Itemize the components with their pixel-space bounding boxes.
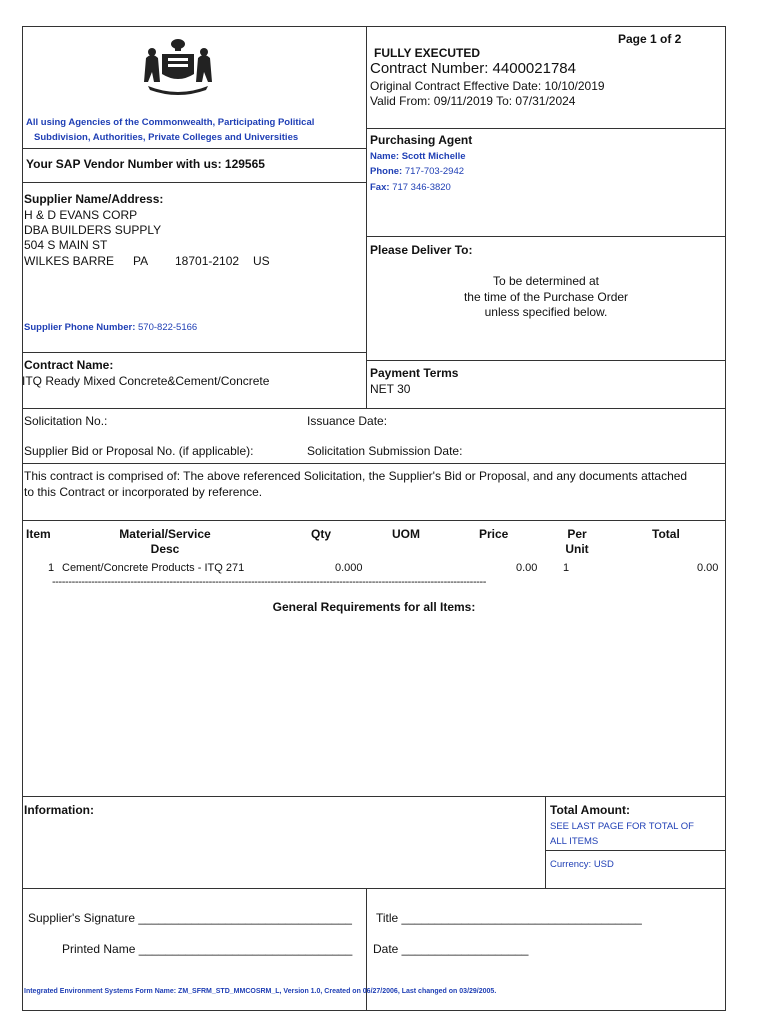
agent-name: Scott Michelle [401,151,466,162]
supplier-phone-label: Supplier Phone Number: [24,322,136,333]
supplier-city: WILKES BARRE [24,254,115,268]
row-item-desc: Cement/Concrete Products - ITQ 271 [62,562,245,574]
vendor-number: Your SAP Vendor Number with us: 129565 [26,157,265,171]
col-per-header: Per [567,527,587,541]
supplier-country: US [253,254,270,268]
col-uom-header: UOM [392,527,420,541]
col-unit-header: Unit [565,542,589,556]
rule [366,128,726,129]
agencies-line-1: All using Agencies of the Commonwealth, Participating Political [26,117,315,128]
row-item-number: 1 [48,562,55,574]
printed-name-field[interactable]: Printed Name ________________________________ [62,942,353,956]
rule [22,888,726,889]
total-note-1: SEE LAST PAGE FOR TOTAL OF [550,821,694,832]
supplier-signature-field[interactable]: Supplier's Signature ________________________________ [28,911,352,925]
comprised-line-2: to this Contract or incorporated by reference. [24,485,263,499]
contract-number: Contract Number: 4400021784 [370,60,576,77]
rule [22,408,726,409]
effective-date: Original Contract Effective Date: 10/10/2019 [370,79,605,93]
comprised-line-1: This contract is comprised of: The above referenced Solicitation, the Supplier's Bid or Proposal, and any documents attached [24,469,688,483]
col-qty-header: Qty [311,527,332,541]
total-divider [545,796,546,888]
rule [366,236,726,237]
bid-proposal-label: Supplier Bid or Proposal No. (if applicable): [24,444,254,458]
deliver-line-1: To be determined at [492,274,600,288]
agent-phone-label: Phone: [370,166,403,177]
agent-fax: 717 346-3820 [392,182,451,193]
information-label: Information: [24,803,94,817]
agent-name-label: Name: [370,151,400,162]
contract-name-value: ITQ Ready Mixed Concrete&Cement/Concrete [22,374,270,388]
total-note-2: ALL ITEMS [550,836,599,847]
col-total-header: Total [652,527,680,541]
supplier-heading: Supplier Name/Address: [24,192,164,206]
col-material-header: Material/Service [119,527,211,541]
valid-dates: Valid From: 09/11/2019 To: 07/31/2024 [370,94,576,108]
date-field[interactable]: Date ___________________ [373,942,529,956]
issuance-date-label: Issuance Date: [307,414,388,428]
contract-name-heading: Contract Name: [24,358,114,372]
supplier-zip: 18701-2102 [175,254,240,268]
deliver-heading: Please Deliver To: [370,243,473,257]
supplier-state: PA [133,254,149,268]
row-item-per: 1 [563,562,570,574]
purchasing-agent-heading: Purchasing Agent [370,133,473,147]
rule [22,520,726,521]
deliver-line-3: unless specified below. [484,305,608,319]
item-divider: ------------------------------------------------------------------------------------------------------------------------------------- [52,576,486,588]
supplier-street: 504 S MAIN ST [24,238,108,252]
general-requirements: General Requirements for all Items: [272,600,476,614]
submission-date-label: Solicitation Submission Date: [307,444,463,458]
solicitation-no-label: Solicitation No.: [24,414,108,428]
row-item-qty: 0.000 [335,562,363,574]
rule [366,360,726,361]
supplier-dba: DBA BUILDERS SUPPLY [24,223,162,237]
col-item-header: Item [26,527,51,541]
agencies-line-2: Subdivision, Authorities, Private Colleges and Universities [34,132,299,143]
page-indicator: Page 1 of 2 [618,32,682,46]
top-column-divider [366,26,367,408]
agent-fax-label: Fax: [370,182,390,193]
rule [22,182,366,183]
rule [545,850,726,851]
rule [22,148,366,149]
supplier-name: H & D EVANS CORP [24,208,138,222]
col-desc-header: Desc [150,542,180,556]
col-price-header: Price [479,527,509,541]
deliver-line-2: the time of the Purchase Order [463,290,629,304]
row-item-total: 0.00 [697,562,719,574]
agent-phone: 717-703-2942 [404,166,465,177]
supplier-phone: 570-822-5166 [138,322,198,333]
payment-value: NET 30 [370,382,411,396]
payment-heading: Payment Terms [370,366,459,380]
status-label: FULLY EXECUTED [374,46,481,60]
rule [22,463,726,464]
pennsylvania-seal-icon [140,36,216,96]
currency: Currency: USD [550,859,614,870]
rule [22,352,366,353]
total-amount-heading: Total Amount: [550,803,630,817]
title-field[interactable]: Title ____________________________________ [376,911,642,925]
form-footer: Integrated Environment Systems Form Name: ZM_SFRM_STD_MMCOSRM_L, Version 1.0, Created on 06/27/2006, Last changed on 03/29/2005. [24,988,497,995]
row-item-price: 0.00 [516,562,538,574]
rule [22,796,726,797]
